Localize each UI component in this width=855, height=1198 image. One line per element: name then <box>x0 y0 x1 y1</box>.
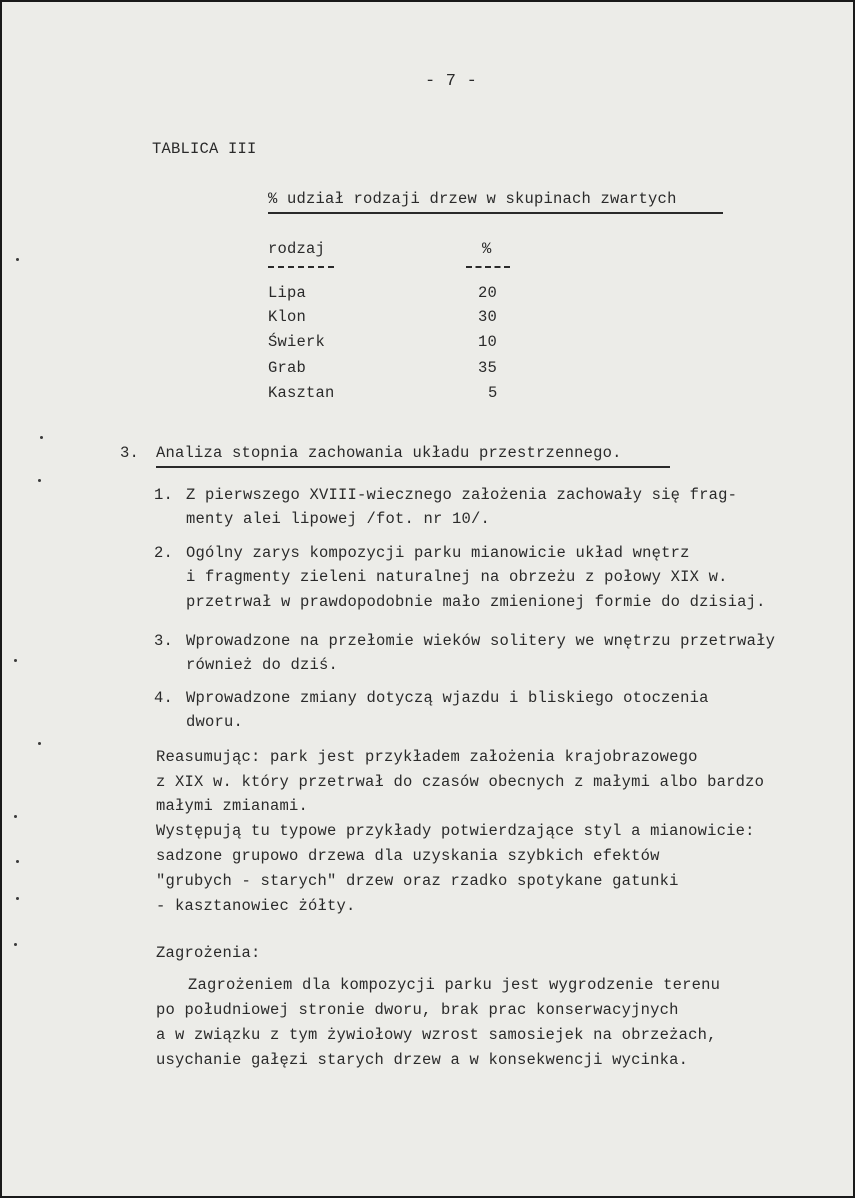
list-item-number: 1. <box>154 486 174 504</box>
list-item-line: przetrwał w prawdopodobnie mało zmienionej formie do dzisiaj. <box>186 593 766 611</box>
threats-line: Zagrożeniem dla kompozycji parku jest wygrodzenie terenu <box>188 976 721 994</box>
summary-line: Reasumując: park jest przykładem założenia krajobrazowego <box>156 748 698 766</box>
list-item-number: 4. <box>154 689 174 707</box>
table-header-percent: % <box>482 240 492 258</box>
threats-line: po południowej stronie dworu, brak prac konserwacyjnych <box>156 1001 679 1019</box>
table-row-value: 20 <box>478 284 498 302</box>
threats-line: usychanie gałęzi starych drzew a w konsekwencji wycinka. <box>156 1051 689 1069</box>
margin-speck <box>38 742 41 745</box>
table-row-name: Grab <box>268 359 307 377</box>
summary-line: małymi zmianami. <box>156 797 309 815</box>
section-title-underline <box>156 466 670 468</box>
table-row-value: 10 <box>478 333 498 351</box>
page-number: - 7 - <box>425 72 478 91</box>
table-row-name: Świerk <box>268 333 326 351</box>
list-item-number: 2. <box>154 544 174 562</box>
table-title-underline <box>268 212 723 214</box>
margin-speck <box>16 860 19 863</box>
threats-heading: Zagrożenia: <box>156 944 261 962</box>
table-label: TABLICA III <box>152 140 257 158</box>
table-row-name: Kasztan <box>268 384 335 402</box>
table-row-value: 35 <box>478 359 498 377</box>
list-item-line: Wprowadzone na przełomie wieków solitery we wnętrzu przetrwały <box>186 632 776 650</box>
list-item-line: Wprowadzone zmiany dotyczą wjazdu i bliskiego otoczenia <box>186 689 709 707</box>
summary-line: "grubych - starych" drzew oraz rzadko spotykane gatunki <box>156 872 679 890</box>
summary-line: - kasztanowiec żółty. <box>156 897 356 915</box>
table-row-value: 5 <box>488 384 498 402</box>
margin-speck <box>16 258 19 261</box>
table-row-value: 30 <box>478 308 498 326</box>
table-header-rodzaj: rodzaj <box>268 240 326 258</box>
margin-speck <box>14 815 17 818</box>
margin-speck <box>14 659 17 662</box>
margin-speck <box>38 479 41 482</box>
threats-line: a w związku z tym żywiołowy wzrost samosiejek na obrzeżach, <box>156 1026 717 1044</box>
list-item-line: również do dziś. <box>186 656 339 674</box>
summary-line: z XIX w. który przetrwał do czasów obecnych z małymi albo bardzo <box>156 773 765 791</box>
table-row-name: Lipa <box>268 284 307 302</box>
list-item-line: menty alei lipowej /fot. nr 10/. <box>186 510 491 528</box>
header-dash-right <box>466 266 510 269</box>
section-number: 3. <box>120 444 140 462</box>
table-title: % udział rodzaji drzew w skupinach zwartych <box>268 190 677 208</box>
list-item-number: 3. <box>154 632 174 650</box>
margin-speck <box>14 943 17 946</box>
list-item-line: dworu. <box>186 713 244 731</box>
section-title: Analiza stopnia zachowania układu przestrzennego. <box>156 444 622 462</box>
list-item-line: Ogólny zarys kompozycji parku mianowicie układ wnętrz <box>186 544 690 562</box>
table-row-name: Klon <box>268 308 307 326</box>
list-item-line: Z pierwszego XVIII-wiecznego założenia zachowały się frag- <box>186 486 738 504</box>
summary-line: Występują tu typowe przykłady potwierdzające styl a mianowicie: <box>156 822 755 840</box>
header-dash-left <box>268 266 334 269</box>
summary-line: sadzone grupowo drzewa dla uzyskania szybkich efektów <box>156 847 660 865</box>
margin-speck <box>16 897 19 900</box>
margin-speck <box>40 436 43 439</box>
list-item-line: i fragmenty zieleni naturalnej na obrzeżu z połowy XIX w. <box>186 568 728 586</box>
